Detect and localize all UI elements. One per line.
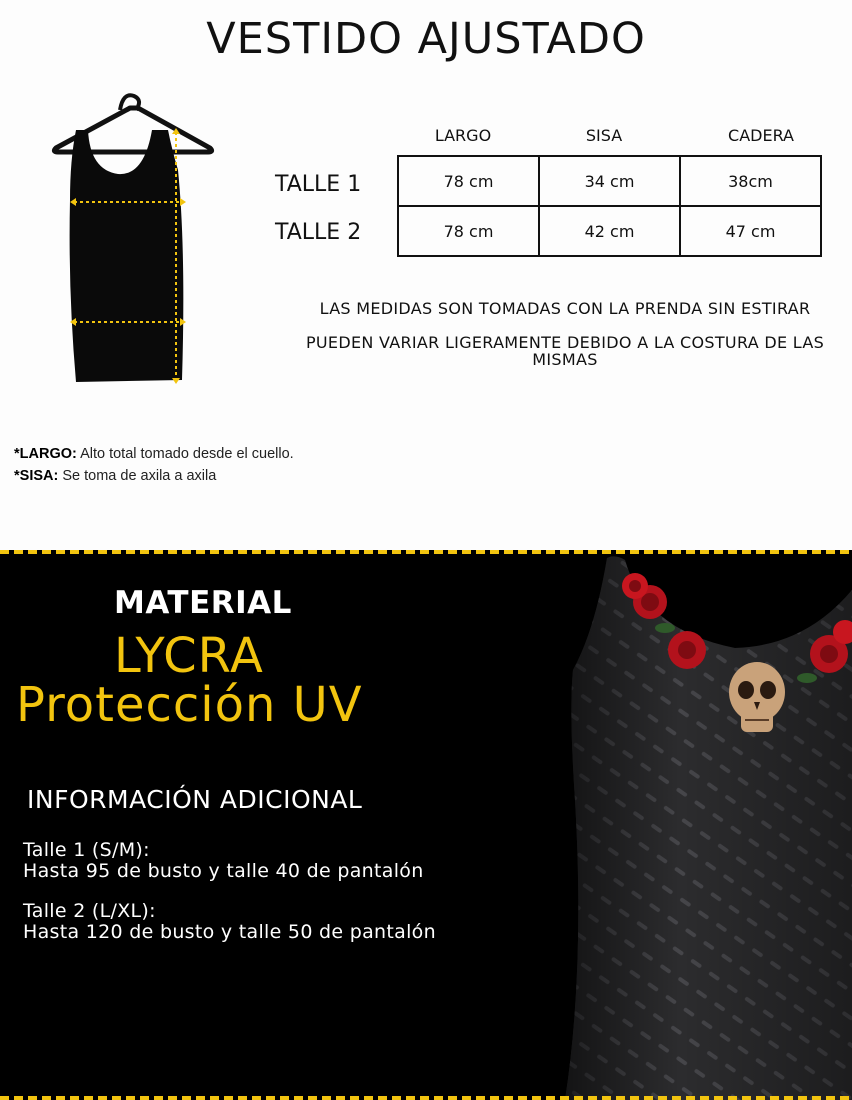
definition-term: *SISA: [14, 468, 59, 484]
table-cell: 42 cm [539, 206, 680, 256]
definition-text: Alto total tomado desde el cuello. [80, 446, 294, 462]
size-info-name: Talle 1 (S/M): [23, 839, 150, 861]
row-label-talle-1: TALLE 1 [275, 172, 362, 197]
size-info-talle-1 [23, 840, 424, 882]
table-row [398, 156, 821, 206]
table-row [398, 206, 821, 256]
table-cell: 78 cm [398, 156, 539, 206]
size-info-detail: Hasta 95 de busto y talle 40 de pantalón [23, 860, 424, 882]
dress-diagram [48, 90, 218, 390]
page-title: VESTIDO AJUSTADO [206, 14, 646, 64]
material-label: MATERIAL [114, 585, 292, 621]
size-table [397, 155, 822, 257]
additional-info-title: INFORMACIÓN ADICIONAL [27, 785, 363, 814]
dress-silhouette [70, 130, 184, 382]
size-info-talle-2 [23, 901, 436, 943]
material-section [0, 550, 852, 1100]
definition-text: Se toma de axila a axila [62, 468, 217, 484]
size-info-detail: Hasta 120 de busto y talle 50 de pantalón [23, 921, 436, 943]
column-header-largo: LARGO [434, 126, 492, 145]
table-cell: 78 cm [398, 206, 539, 256]
column-header-cadera: CADERA [728, 126, 794, 145]
material-feature: Protección UV [16, 677, 363, 733]
seam-note: PUEDEN VARIAR LIGERAMENTE DEBIDO A LA COSTURA DE LAS MISMAS [305, 333, 825, 369]
material-name: LYCRA [114, 628, 264, 684]
dress-product-photo [545, 550, 852, 1100]
table-cell: 47 cm [680, 206, 821, 256]
dashed-divider [0, 1096, 852, 1100]
measure-note: LAS MEDIDAS SON TOMADAS CON LA PRENDA SIN ESTIRAR [319, 299, 811, 318]
definition-sisa [14, 468, 216, 484]
definition-largo [14, 446, 294, 462]
size-info-name: Talle 2 (L/XL): [23, 900, 156, 922]
table-cell: 34 cm [539, 156, 680, 206]
column-header-sisa: SISA [585, 126, 623, 145]
table-cell: 38cm [680, 156, 821, 206]
definition-term: *LARGO: [14, 446, 77, 462]
row-label-talle-2: TALLE 2 [275, 220, 362, 245]
